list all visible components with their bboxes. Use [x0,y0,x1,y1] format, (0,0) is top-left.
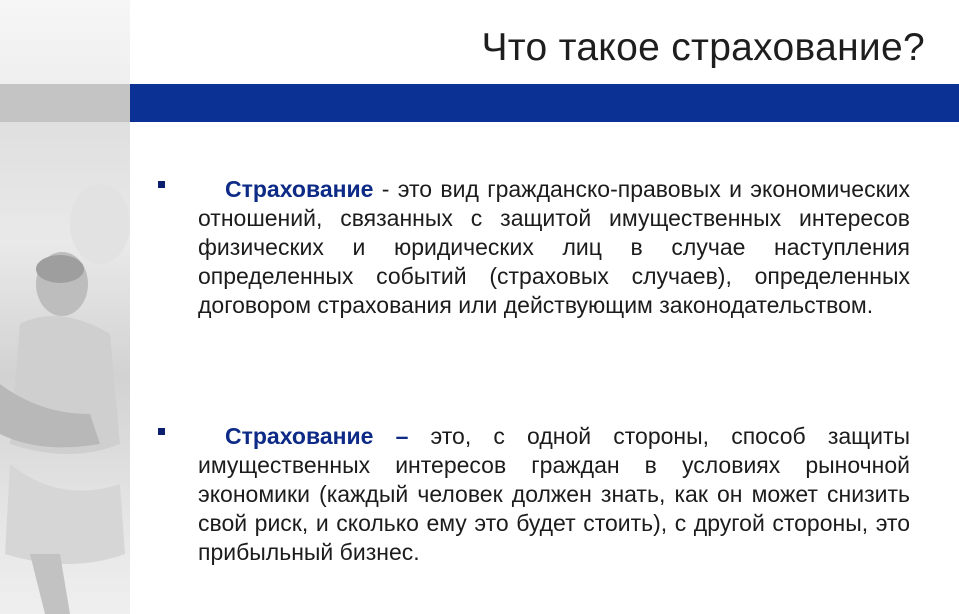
bullet-item-1 [158,175,910,320]
football-players-photo [0,84,130,614]
bullet-item-2 [158,422,910,567]
background-photo [0,84,130,614]
header-band-blue [130,84,959,122]
bullet-term: Страхование – [225,423,409,449]
header-band-gray [0,84,130,122]
bullet-term: Страхование [225,176,374,202]
bullet-body: это, с одной стороны, способ защиты имущественных интересов граждан в условиях рыночной экономики (каждый человек должен знать, как он может снизить свой риск, и сколько ему это будет стоить), с другой стороны, это прибыльный бизнес. [198,423,910,565]
bullet-marker-icon [158,181,165,188]
bullet-marker-icon [158,428,165,435]
slide-title: Что такое страхование? [481,26,925,69]
bullet-paragraph [198,175,910,320]
photo-top-area [0,0,130,84]
bullet-paragraph [198,422,910,567]
bullet-body: - это вид гражданско-правовых и экономических отношений, связанных с защитой имущественных интересов физических и юридических лиц в случае наступления определенных событий (страховых случаев), определенных договором страхования или действующим законодательством. [198,176,910,318]
